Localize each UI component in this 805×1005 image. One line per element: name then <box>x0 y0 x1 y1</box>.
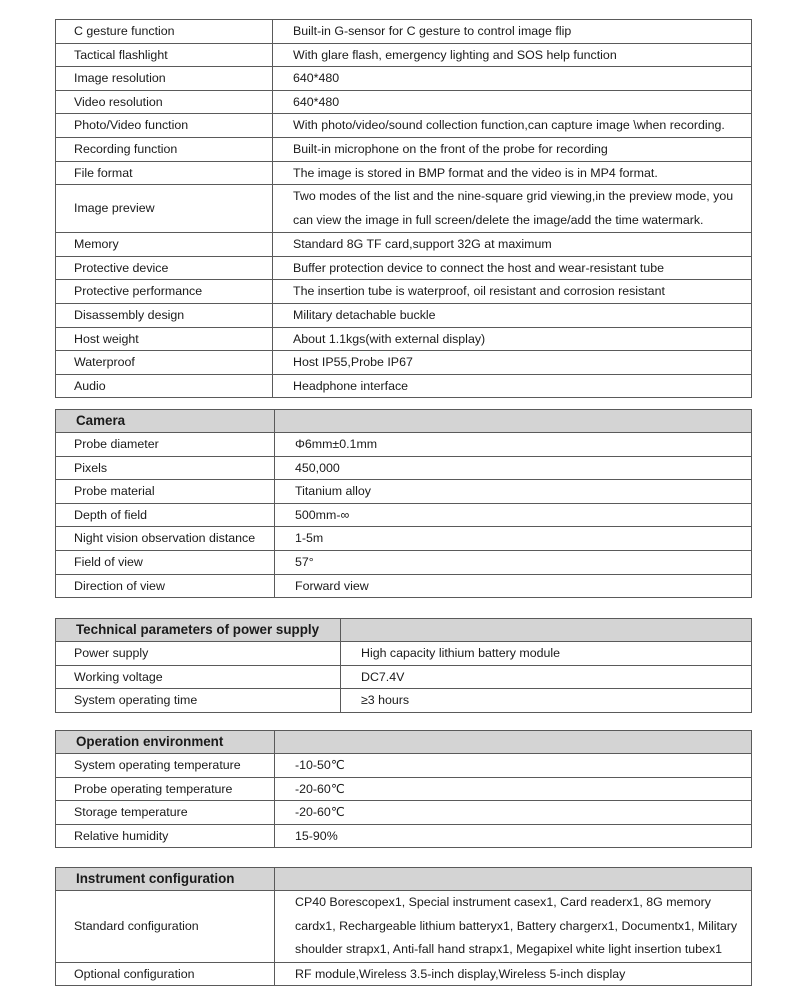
spec-value: With glare flash, emergency lighting and SOS help function <box>273 43 752 67</box>
spec-value: 500mm-∞ <box>275 503 752 527</box>
table-row <box>56 374 752 398</box>
spec-label: Image resolution <box>56 67 273 91</box>
spec-label: Storage temperature <box>56 801 275 825</box>
spec-label: Optional configuration <box>56 962 275 986</box>
spec-label: Probe material <box>56 480 275 504</box>
spec-label: Probe diameter <box>56 433 275 457</box>
spec-label: Photo/Video function <box>56 114 273 138</box>
section-header-blank <box>275 410 752 433</box>
table-row <box>56 114 752 138</box>
section-header <box>56 731 752 754</box>
spec-label: Power supply <box>56 642 341 666</box>
spec-value: High capacity lithium battery module <box>341 642 752 666</box>
spec-label: Recording function <box>56 137 273 161</box>
spec-label: System operating time <box>56 689 341 713</box>
spec-label: Working voltage <box>56 665 341 689</box>
spec-value: Host IP55,Probe IP67 <box>273 351 752 375</box>
spec-label: Standard configuration <box>56 891 275 963</box>
spec-value: RF module,Wireless 3.5-inch display,Wireless 5-inch display <box>275 962 752 986</box>
spec-value: Forward view <box>275 574 752 598</box>
spec-label: Field of view <box>56 550 275 574</box>
table-row <box>56 801 752 825</box>
section-title: Operation environment <box>56 731 275 754</box>
spec-label: Night vision observation distance <box>56 527 275 551</box>
general-spec-table <box>55 19 752 398</box>
spec-value: ≥3 hours <box>341 689 752 713</box>
table-row <box>56 962 752 986</box>
table-row <box>56 550 752 574</box>
spec-label: Waterproof <box>56 351 273 375</box>
table-row <box>56 303 752 327</box>
table-row <box>56 824 752 848</box>
spec-value: 640*480 <box>273 67 752 91</box>
spec-value: About 1.1kgs(with external display) <box>273 327 752 351</box>
spec-value: CP40 Borescopex1, Special instrument casex1, Card readerx1, 8G memory cardx1, Rechargeable lithium batteryx1, Battery chargerx1, Documentx1, Military shoulder strapx1, Anti-fall hand strapx1, Megapixel white light insertion tubex1 <box>275 891 752 963</box>
power-spec-table <box>55 618 752 713</box>
spec-label: Audio <box>56 374 273 398</box>
section-header-blank <box>275 868 752 891</box>
table-row <box>56 433 752 457</box>
section-header-blank <box>275 731 752 754</box>
section-title: Instrument configuration <box>56 868 275 891</box>
table-row <box>56 777 752 801</box>
spec-value: 450,000 <box>275 456 752 480</box>
section-title: Camera <box>56 410 275 433</box>
table-row <box>56 891 752 963</box>
spec-value: Two modes of the list and the nine-square grid viewing,in the preview mode, you can view the image in full screen/delete the image/add the time watermark. <box>273 185 752 233</box>
spec-label: Tactical flashlight <box>56 43 273 67</box>
environment-spec-table <box>55 730 752 848</box>
spec-label: C gesture function <box>56 20 273 44</box>
spec-value: DC7.4V <box>341 665 752 689</box>
spec-label: Direction of view <box>56 574 275 598</box>
spec-value: Standard 8G TF card,support 32G at maximum <box>273 233 752 257</box>
spec-value: -10-50℃ <box>275 754 752 778</box>
table-row <box>56 574 752 598</box>
section-header <box>56 619 752 642</box>
spec-value: -20-60℃ <box>275 777 752 801</box>
spec-value: Buffer protection device to connect the host and wear-resistant tube <box>273 256 752 280</box>
table-row <box>56 280 752 304</box>
spec-value: Headphone interface <box>273 374 752 398</box>
spec-value: Built-in G-sensor for C gesture to control image flip <box>273 20 752 44</box>
camera-spec-table <box>55 409 752 598</box>
spec-value: Titanium alloy <box>275 480 752 504</box>
table-row <box>56 161 752 185</box>
table-row <box>56 527 752 551</box>
spec-value: The insertion tube is waterproof, oil resistant and corrosion resistant <box>273 280 752 304</box>
spec-label: Image preview <box>56 185 273 233</box>
spec-label: Host weight <box>56 327 273 351</box>
table-row <box>56 689 752 713</box>
spec-label: Protective performance <box>56 280 273 304</box>
table-row <box>56 43 752 67</box>
table-row <box>56 90 752 114</box>
table-row <box>56 754 752 778</box>
spec-label: Memory <box>56 233 273 257</box>
spec-label: Disassembly design <box>56 303 273 327</box>
spec-value: 640*480 <box>273 90 752 114</box>
spec-label: System operating temperature <box>56 754 275 778</box>
table-row <box>56 67 752 91</box>
table-row <box>56 185 752 233</box>
table-row <box>56 351 752 375</box>
spec-label: Protective device <box>56 256 273 280</box>
section-header <box>56 410 752 433</box>
table-row <box>56 327 752 351</box>
section-header <box>56 868 752 891</box>
spec-label: Video resolution <box>56 90 273 114</box>
spec-label: Relative humidity <box>56 824 275 848</box>
spec-label: Pixels <box>56 456 275 480</box>
section-header-blank <box>341 619 752 642</box>
section-title: Technical parameters of power supply <box>56 619 341 642</box>
table-row <box>56 456 752 480</box>
spec-label: Probe operating temperature <box>56 777 275 801</box>
table-row <box>56 642 752 666</box>
spec-value: Military detachable buckle <box>273 303 752 327</box>
table-row <box>56 233 752 257</box>
configuration-spec-table <box>55 867 752 986</box>
spec-value: -20-60℃ <box>275 801 752 825</box>
spec-label: Depth of field <box>56 503 275 527</box>
spec-value: 57° <box>275 550 752 574</box>
table-row <box>56 665 752 689</box>
table-row <box>56 137 752 161</box>
spec-value: Built-in microphone on the front of the probe for recording <box>273 137 752 161</box>
table-row <box>56 503 752 527</box>
table-row <box>56 480 752 504</box>
table-row <box>56 20 752 44</box>
spec-value: The image is stored in BMP format and the video is in MP4 format. <box>273 161 752 185</box>
spec-label: File format <box>56 161 273 185</box>
spec-value: With photo/video/sound collection function,can capture image \when recording. <box>273 114 752 138</box>
spec-value: 15-90% <box>275 824 752 848</box>
table-row <box>56 256 752 280</box>
spec-value: Φ6mm±0.1mm <box>275 433 752 457</box>
spec-value: 1-5m <box>275 527 752 551</box>
